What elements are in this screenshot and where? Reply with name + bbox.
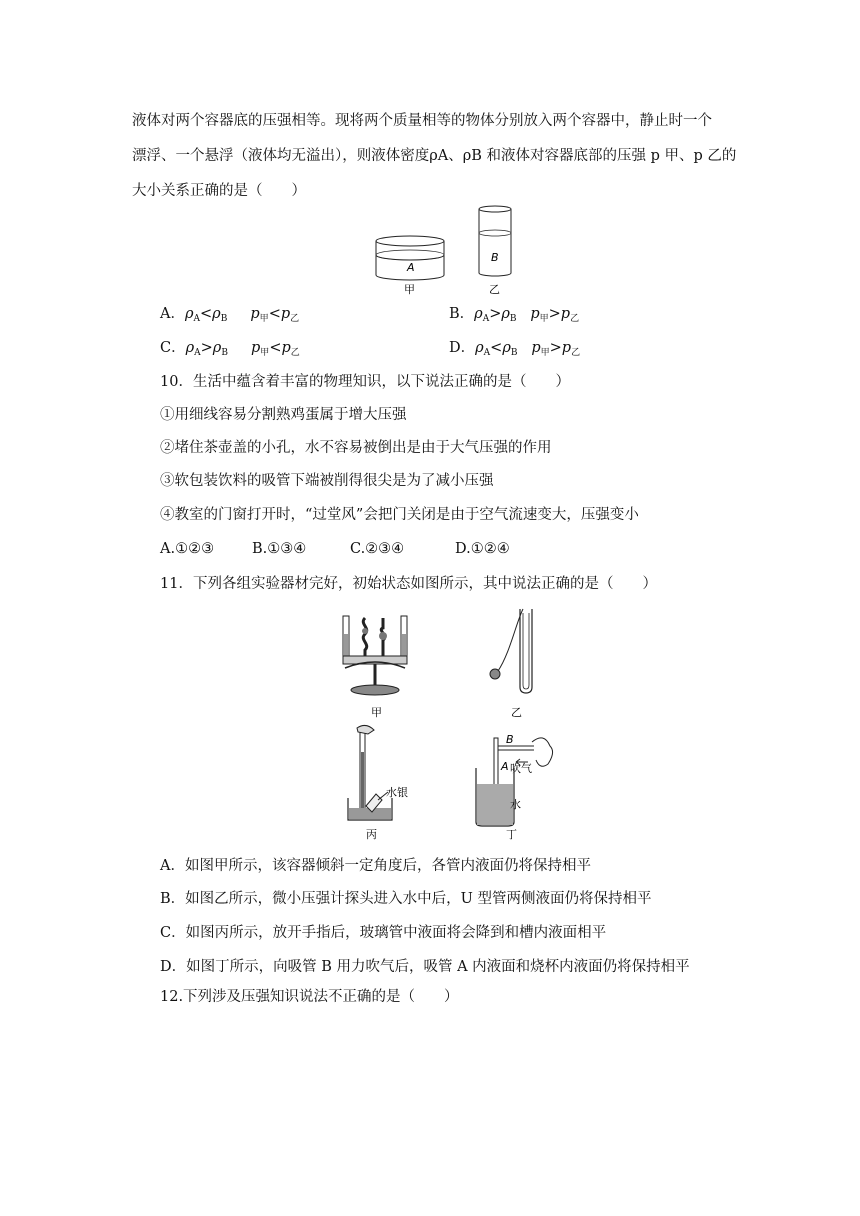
q10-option-a[interactable]: A.①②③ xyxy=(160,541,215,557)
q11-figure-bing xyxy=(340,722,420,842)
label-a: A xyxy=(407,261,415,274)
q11-option-a[interactable]: A．如图甲所示，该容器倾斜一定角度后，各管内液面仍将保持相平 xyxy=(160,858,591,874)
q11-option-c[interactable]: C．如图丙所示，放开手指后，玻璃管中液面将会降到和槽内液面相平 xyxy=(160,925,607,941)
q9-containers-figure xyxy=(370,200,530,300)
q9-line-3: 大小关系正确的是（ ） xyxy=(132,183,306,199)
q9-option-a[interactable]: A．$\rho_A<\rho_B$ $p_甲<p_乙$ xyxy=(160,306,300,324)
container-b xyxy=(479,206,511,276)
q9-option-d[interactable]: D．$\rho_A<\rho_B$ $p_甲>p_乙$ xyxy=(449,340,581,358)
caption-bing: 丙 xyxy=(366,828,377,841)
caption-jia: 甲 xyxy=(371,706,382,719)
q9-line-2: 漂浮、一个悬浮（液体均无溢出），则液体密度ρA、ρB 和液体对容器底部的压强 p 甲、p 乙的 xyxy=(132,148,737,164)
caption-yi: 乙 xyxy=(511,706,522,719)
q9-line-1: 液体对两个容器底的压强相等。现将两个质量相等的物体分别放入两个容器中，静止时一个 xyxy=(132,113,712,129)
mercury-label: 水银 xyxy=(386,786,408,799)
caption-jia: 甲 xyxy=(404,283,415,296)
caption-ding: 丁 xyxy=(506,828,517,841)
q10-statement-4: ④教室的门窗打开时，“过堂风”会把门关闭是由于空气流速变大，压强变小 xyxy=(160,507,639,523)
label-b: B xyxy=(491,251,499,264)
q10-statement-3: ③软包装饮料的吸管下端被削得很尖是为了减小压强 xyxy=(160,473,494,489)
q11-figure-jia xyxy=(335,606,425,721)
q11-figure-ding xyxy=(470,728,570,842)
q12-stem: 12.下列涉及压强知识说法不正确的是（ ） xyxy=(160,989,459,1005)
q10-statement-1: ①用细线容易分割熟鸡蛋属于增大压强 xyxy=(160,407,407,423)
q10-option-c[interactable]: C.②③④ xyxy=(350,541,405,557)
pipe-b-label: B xyxy=(506,733,514,746)
q10-option-d[interactable]: D.①②④ xyxy=(455,541,510,557)
q9-option-b[interactable]: B．$\rho_A>\rho_B$ $p_甲>p_乙$ xyxy=(449,306,580,324)
q10-stem: 10．生活中蕴含着丰富的物理知识，以下说法正确的是（ ） xyxy=(160,374,570,390)
blow-label: 吹气 xyxy=(510,762,532,775)
q11-option-d[interactable]: D．如图丁所示，向吸管 B 用力吹气后，吸管 A 内液面和烧杯内液面仍将保持相平 xyxy=(160,959,690,975)
q11-figure-yi xyxy=(482,603,552,721)
pipe-a-label: A xyxy=(501,760,509,773)
water-label: 水 xyxy=(510,798,521,811)
q11-option-b[interactable]: B．如图乙所示，微小压强计探头进入水中后，U 型管两侧液面仍将保持相平 xyxy=(160,891,652,907)
q10-statement-2: ②堵住茶壶盖的小孔，水不容易被倒出是由于大气压强的作用 xyxy=(160,440,552,456)
container-a xyxy=(376,236,444,280)
q11-stem: 11．下列各组实验器材完好，初始状态如图所示，其中说法正确的是（ ） xyxy=(160,576,657,592)
q10-option-b[interactable]: B.①③④ xyxy=(252,541,307,557)
caption-yi: 乙 xyxy=(489,283,500,296)
q9-option-c[interactable]: C．$\rho_A>\rho_B$ $p_甲<p_乙$ xyxy=(160,340,300,358)
